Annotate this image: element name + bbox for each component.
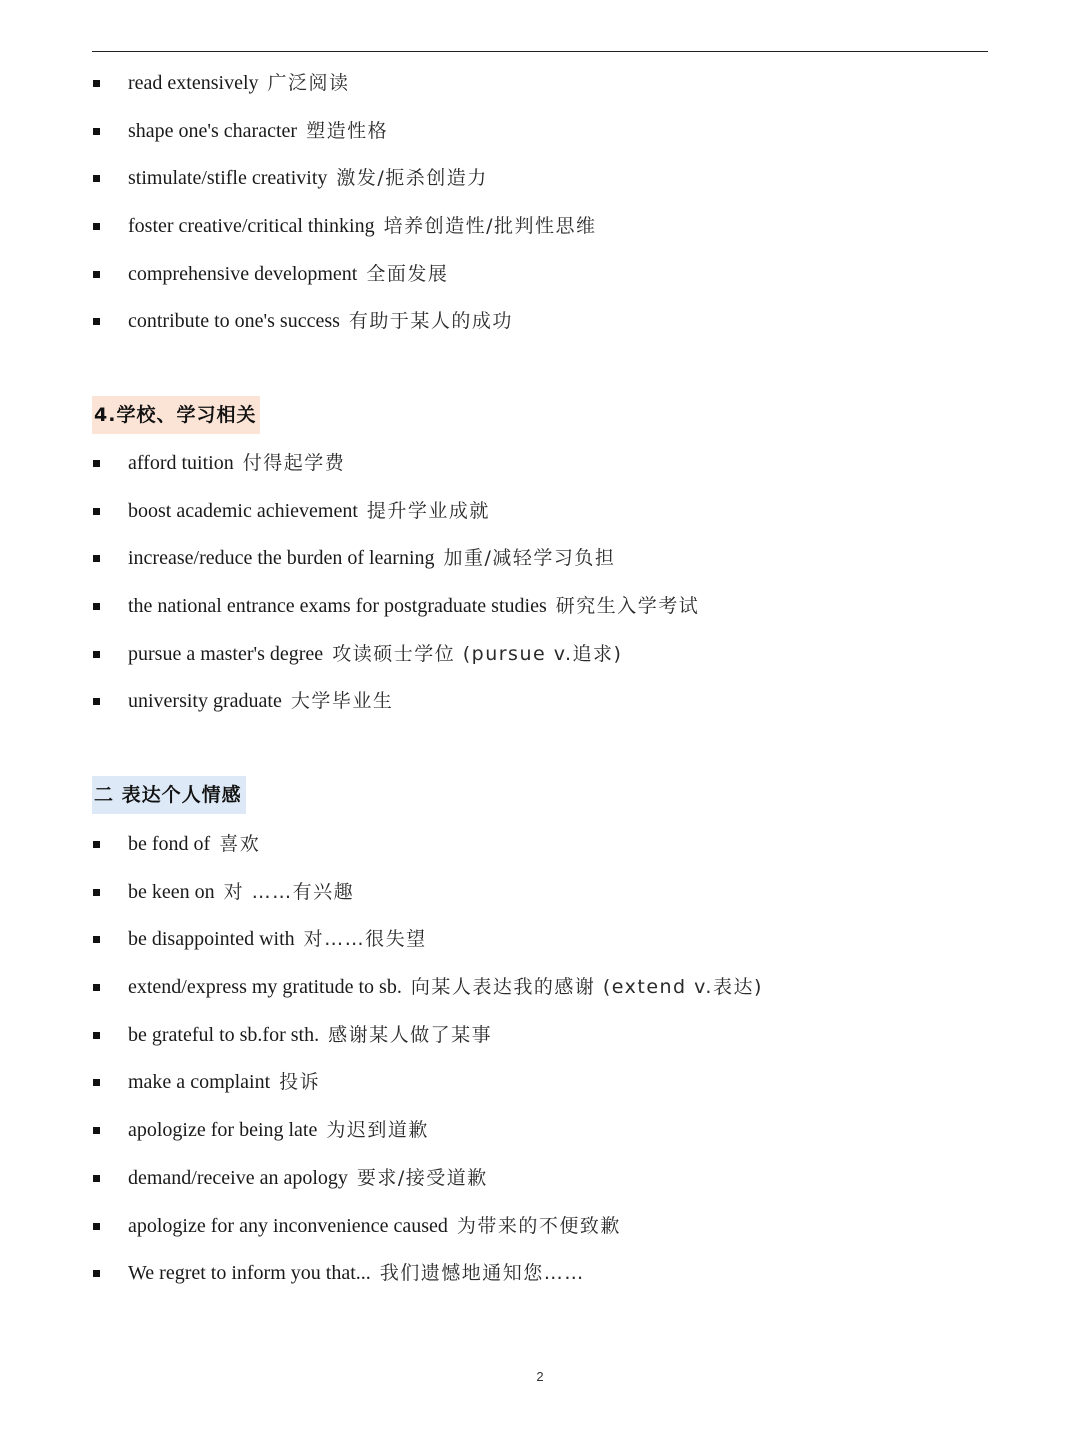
item-en: afford tuition bbox=[128, 452, 234, 474]
list-item bbox=[0, 118, 1080, 166]
item-cn: 投诉 bbox=[279, 1071, 321, 1094]
item-en: increase/reduce the burden of learning bbox=[128, 547, 435, 570]
bullet-icon bbox=[93, 223, 100, 230]
bullet-icon bbox=[93, 1079, 100, 1086]
top-rule bbox=[92, 51, 988, 52]
item-en: demand/receive an apology bbox=[128, 1166, 348, 1189]
item-en: read extensively bbox=[128, 72, 259, 94]
list-item bbox=[0, 498, 1080, 546]
list-item bbox=[0, 1165, 1080, 1213]
list-item bbox=[0, 879, 1080, 927]
item-en: the national entrance exams for postgraduate studies bbox=[128, 595, 547, 618]
list-item bbox=[0, 1069, 1080, 1117]
item-cn: 为迟到道歉 bbox=[326, 1119, 429, 1142]
bullet-icon bbox=[93, 1032, 100, 1039]
item-cn: 对……很失望 bbox=[303, 928, 427, 951]
list-item bbox=[0, 593, 1080, 641]
item-en: be fond of bbox=[128, 833, 211, 855]
item-en: extend/express my gratitude to sb. bbox=[128, 976, 402, 999]
bullet-icon bbox=[93, 603, 100, 610]
bullet-icon bbox=[93, 508, 100, 515]
bullet-icon bbox=[93, 984, 100, 991]
item-en: We regret to inform you that... bbox=[128, 1262, 371, 1285]
bullet-icon bbox=[93, 460, 100, 467]
item-en: university graduate bbox=[128, 690, 282, 713]
item-en: pursue a master's degree bbox=[128, 642, 324, 665]
bullet-icon bbox=[93, 651, 100, 658]
item-cn: 塑造性格 bbox=[306, 119, 389, 142]
list-item bbox=[0, 70, 1080, 118]
item-cn: 大学毕业生 bbox=[290, 690, 394, 713]
bullet-icon bbox=[93, 1175, 100, 1182]
bullet-icon bbox=[93, 128, 100, 135]
item-en: comprehensive development bbox=[128, 262, 358, 285]
list-item bbox=[0, 261, 1080, 309]
list-item bbox=[0, 926, 1080, 974]
item-cn: 向某人表达我的感谢 (extend v.表达) bbox=[410, 976, 763, 999]
item-cn: 培养创造性/批判性思维 bbox=[383, 215, 597, 238]
item-en: apologize for being late bbox=[128, 1119, 318, 1142]
list-item bbox=[0, 688, 1080, 736]
item-cn: 攻读硕士学位 (pursue v.追求) bbox=[332, 642, 623, 665]
item-en: be grateful to sb.for sth. bbox=[128, 1023, 320, 1046]
section3-list bbox=[0, 831, 1080, 1308]
section-heading-emotion: 二 表达个人情感 bbox=[92, 776, 246, 814]
bullet-icon bbox=[93, 271, 100, 278]
bullet-icon bbox=[93, 555, 100, 562]
item-cn: 研究生入学考试 bbox=[555, 595, 700, 618]
item-cn: 为带来的不便致歉 bbox=[456, 1214, 621, 1237]
list-item bbox=[0, 641, 1080, 689]
section1-list bbox=[0, 70, 1080, 356]
bullet-icon bbox=[93, 1127, 100, 1134]
bullet-icon bbox=[93, 80, 100, 87]
bullet-icon bbox=[93, 698, 100, 705]
list-item bbox=[0, 450, 1080, 498]
list-item bbox=[0, 545, 1080, 593]
item-en: foster creative/critical thinking bbox=[128, 215, 375, 238]
list-item bbox=[0, 831, 1080, 879]
item-en: contribute to one's success bbox=[128, 310, 340, 333]
bullet-icon bbox=[93, 1270, 100, 1277]
item-cn: 提升学业成就 bbox=[366, 499, 490, 522]
item-en: be disappointed with bbox=[128, 928, 295, 951]
item-en: be keen on bbox=[128, 880, 215, 903]
item-cn: 我们遗憾地通知您…… bbox=[379, 1262, 585, 1285]
item-cn: 喜欢 bbox=[219, 833, 261, 855]
page-number: 2 bbox=[536, 1369, 544, 1384]
list-item bbox=[0, 213, 1080, 261]
bullet-icon bbox=[93, 1223, 100, 1230]
item-en: apologize for any inconvenience caused bbox=[128, 1214, 448, 1237]
item-cn: 广泛阅读 bbox=[267, 72, 350, 94]
list-item bbox=[0, 974, 1080, 1022]
item-cn: 全面发展 bbox=[366, 262, 449, 285]
list-item bbox=[0, 1117, 1080, 1165]
bullet-icon bbox=[93, 936, 100, 943]
list-item bbox=[0, 1260, 1080, 1308]
item-en: boost academic achievement bbox=[128, 499, 358, 522]
bullet-icon bbox=[93, 889, 100, 896]
bullet-icon bbox=[93, 841, 100, 848]
item-cn: 感谢某人做了某事 bbox=[328, 1023, 493, 1046]
item-en: stimulate/stifle creativity bbox=[128, 167, 328, 190]
section-heading-school: 4.学校、学习相关 bbox=[92, 396, 260, 434]
item-cn: 要求/接受道歉 bbox=[356, 1166, 488, 1189]
bullet-icon bbox=[93, 175, 100, 182]
list-item bbox=[0, 1022, 1080, 1070]
item-cn: 激发/扼杀创造力 bbox=[336, 167, 488, 190]
item-en: make a complaint bbox=[128, 1071, 271, 1094]
item-cn: 付得起学费 bbox=[242, 452, 346, 474]
item-cn: 加重/减轻学习负担 bbox=[443, 547, 616, 570]
section2-list bbox=[0, 450, 1080, 736]
item-cn: 有助于某人的成功 bbox=[348, 310, 513, 333]
item-cn: 对 ……有兴趣 bbox=[223, 880, 355, 903]
list-item bbox=[0, 165, 1080, 213]
list-item bbox=[0, 1213, 1080, 1261]
bullet-icon bbox=[93, 318, 100, 325]
list-item bbox=[0, 308, 1080, 356]
item-en: shape one's character bbox=[128, 119, 298, 142]
